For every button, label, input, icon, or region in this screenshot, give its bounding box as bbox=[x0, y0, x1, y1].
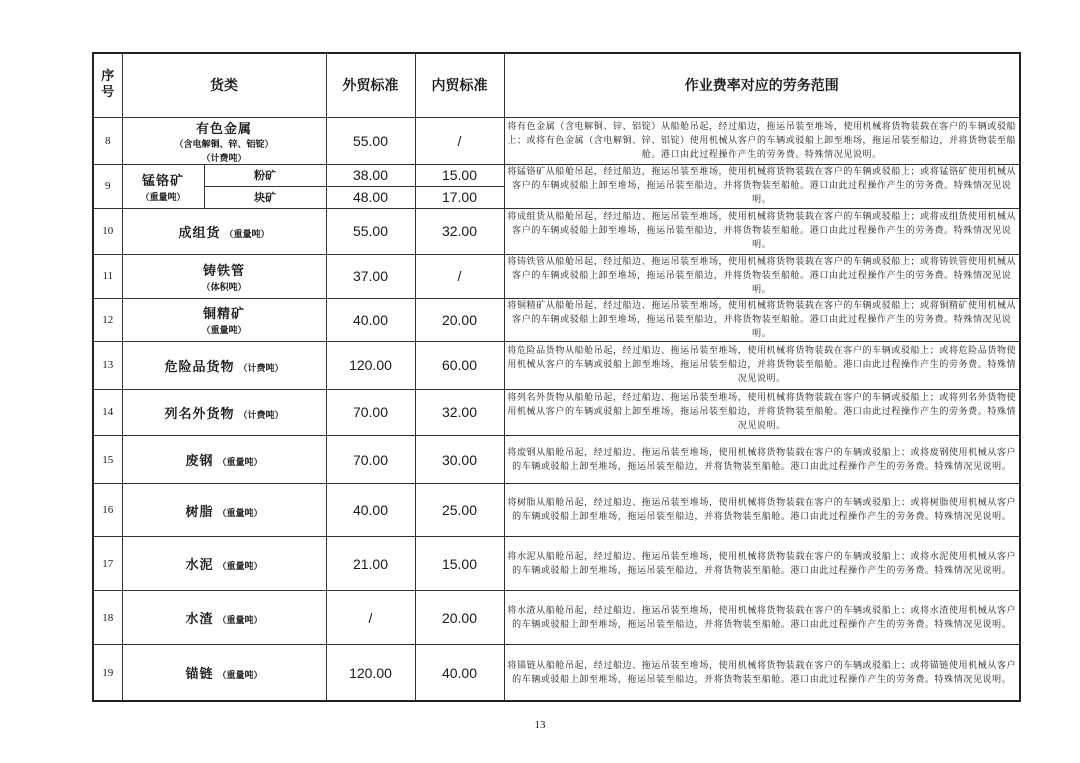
goods-cell bbox=[122, 164, 204, 208]
goods-name: 树脂 bbox=[185, 504, 214, 520]
goods-name: 废钢 bbox=[185, 454, 214, 470]
row-seq: 14 bbox=[93, 389, 122, 435]
goods-unit: （计费吨） bbox=[201, 153, 247, 164]
goods-name: 有色金属 bbox=[195, 121, 252, 137]
goods-unit: （重量吨） bbox=[140, 192, 186, 203]
row-seq: 18 bbox=[93, 591, 122, 645]
goods-cell bbox=[122, 591, 326, 645]
domestic-rate: 32.00 bbox=[415, 389, 504, 435]
table-row bbox=[93, 537, 1020, 591]
page-number: 13 bbox=[534, 719, 546, 731]
foreign-rate: 70.00 bbox=[326, 389, 415, 435]
goods-name: 成组货 bbox=[178, 225, 221, 241]
goods-unit: （重量吨） bbox=[217, 616, 263, 627]
header-seq bbox=[93, 53, 122, 117]
goods-unit: （体积吨） bbox=[201, 282, 247, 293]
row-seq: 11 bbox=[93, 254, 122, 298]
row-seq: 13 bbox=[93, 341, 122, 389]
row-seq: 8 bbox=[93, 117, 122, 164]
domestic-rate: / bbox=[415, 254, 504, 298]
goods-cell bbox=[122, 389, 326, 435]
goods-cell bbox=[122, 537, 326, 591]
header-domestic: 内贸标准 bbox=[415, 53, 504, 117]
service-scope: 将有色金属（含电解铜、锌、铝锭）从船舱吊起，经过船边，拖运吊装至堆场，使用机械将货物装载在客户的车辆或驳船上；或将有色金属（含电解铜、锌、铝锭）使用机械从客户的车辆或驳船上卸至堆场，拖运吊装至船边，并将货物装至船舱。港口由此过程操作产生的劳务费。特殊情况见说明。 bbox=[504, 117, 1020, 164]
goods-cell bbox=[122, 341, 326, 389]
goods-name: 铜精矿 bbox=[202, 307, 245, 323]
foreign-rate: 55.00 bbox=[326, 117, 415, 164]
table-row bbox=[93, 164, 1020, 186]
table-row bbox=[93, 436, 1020, 484]
table-row bbox=[93, 591, 1020, 645]
service-scope: 将铜精矿从船舱吊起，经过船边、拖运吊装至堆场，使用机械将货物装载在客户的车辆或驳船上；或将铜精矿使用机械从客户的车辆或驳船上卸至堆场，拖运吊装至船边，并将货物装至船舱。港口由此过程操作产生的劳务费。特殊情况见说明。 bbox=[504, 298, 1020, 341]
goods-cell bbox=[122, 436, 326, 484]
goods-unit: （重量吨） bbox=[217, 562, 263, 573]
table-row bbox=[93, 298, 1020, 341]
foreign-rate: 48.00 bbox=[326, 186, 415, 208]
header-scope: 作业费率对应的劳务范围 bbox=[504, 53, 1020, 117]
domestic-rate: 32.00 bbox=[415, 208, 504, 254]
goods-cell bbox=[122, 645, 326, 701]
domestic-rate: 25.00 bbox=[415, 484, 504, 537]
goods-unit: （计费吨） bbox=[238, 363, 284, 374]
goods-name: 锰铬矿 bbox=[141, 173, 184, 189]
row-seq: 15 bbox=[93, 436, 122, 484]
goods-cell bbox=[122, 208, 326, 254]
domestic-rate: / bbox=[415, 117, 504, 164]
domestic-rate: 40.00 bbox=[415, 645, 504, 701]
foreign-rate: 120.00 bbox=[326, 341, 415, 389]
service-scope: 将危险品货物从船舱吊起，经过船边、拖运吊装至堆场，使用机械将货物装载在客户的车辆或驳船上；或将危险品货物使用机械从客户的车辆或驳船上卸至堆场，拖运吊装至船边，并将货物装至船舱。港口由此过程操作产生的劳务费。特殊情况见说明。 bbox=[504, 341, 1020, 389]
goods-cell bbox=[122, 117, 326, 164]
table-row bbox=[93, 484, 1020, 537]
table-row bbox=[93, 254, 1020, 298]
goods-name: 水渣 bbox=[185, 612, 214, 628]
foreign-rate: 40.00 bbox=[326, 298, 415, 341]
goods-unit: （重量吨） bbox=[201, 326, 247, 337]
table-row bbox=[93, 208, 1020, 254]
foreign-rate: 38.00 bbox=[326, 164, 415, 186]
foreign-rate: 37.00 bbox=[326, 254, 415, 298]
domestic-rate: 17.00 bbox=[415, 186, 504, 208]
foreign-rate: 120.00 bbox=[326, 645, 415, 701]
table-header-row bbox=[93, 53, 1020, 117]
header-foreign: 外贸标准 bbox=[326, 53, 415, 117]
rate-table bbox=[92, 52, 1021, 702]
service-scope: 将列名外货物从船舱吊起，经过船边、拖运吊装至堆场，使用机械将货物装载在客户的车辆或驳船上；或将列名外货物使用机械从客户的车辆或驳船上卸至堆场，拖运吊装至船边，并将货物装至船舱。港口由此过程操作产生的劳务费。特殊情况见说明。 bbox=[504, 389, 1020, 435]
foreign-rate: 70.00 bbox=[326, 436, 415, 484]
goods-cell bbox=[122, 254, 326, 298]
service-scope: 将树脂从船舱吊起，经过船边、拖运吊装至堆场，使用机械将货物装载在客户的车辆或驳船上；或将树脂使用机械从客户的车辆或驳船上卸至堆场，拖运吊装至船边，并将货物装至船舱。港口由此过程操作产生的劳务费。特殊情况见说明。 bbox=[504, 484, 1020, 537]
service-scope: 将废钢从船舱吊起，经过船边、拖运吊装至堆场，使用机械将货物装载在客户的车辆或驳船上；或将废钢使用机械从客户的车辆或驳船上卸至堆场，拖运吊装至船边，并将货物装至船舱。港口由此过程操作产生的劳务费。特殊情况见说明。 bbox=[504, 436, 1020, 484]
service-scope: 将成组货从船舱吊起，经过船边、拖运吊装至堆场，使用机械将货物装载在客户的车辆或驳船上；或将成组货使用机械从客户的车辆或驳船上卸至堆场，拖运吊装至船边，并将货物装至船舱。港口由此过程操作产生的劳务费。特殊情况见说明。 bbox=[504, 208, 1020, 254]
domestic-rate: 20.00 bbox=[415, 591, 504, 645]
goods-unit: （重量吨） bbox=[217, 508, 263, 519]
row-seq: 17 bbox=[93, 537, 122, 591]
domestic-rate: 30.00 bbox=[415, 436, 504, 484]
domestic-rate: 15.00 bbox=[415, 164, 504, 186]
table-row bbox=[93, 389, 1020, 435]
service-scope: 将铸铁管从船舱吊起，经过船边、拖运吊装至堆场，使用机械将货物装载在客户的车辆或驳船上；或将铸铁管使用机械从客户的车辆或驳船上卸至堆场，拖运吊装至船边，并将货物装至船舱。港口由此过程操作产生的劳务费。特殊情况见说明。 bbox=[504, 254, 1020, 298]
domestic-rate: 20.00 bbox=[415, 298, 504, 341]
header-goods: 货类 bbox=[122, 53, 326, 117]
goods-name: 水泥 bbox=[185, 558, 214, 574]
header-seq-label: 序号 bbox=[101, 69, 115, 101]
row-seq: 16 bbox=[93, 484, 122, 537]
goods-name: 列名外货物 bbox=[164, 406, 235, 422]
goods-subtype: 粉矿 bbox=[204, 164, 326, 186]
goods-cell bbox=[122, 484, 326, 537]
row-seq: 10 bbox=[93, 208, 122, 254]
foreign-rate: 55.00 bbox=[326, 208, 415, 254]
goods-name: 危险品货物 bbox=[164, 359, 235, 375]
row-seq: 12 bbox=[93, 298, 122, 341]
service-scope: 将水泥从船舱吊起，经过船边、拖运吊装至堆场，使用机械将货物装载在客户的车辆或驳船上；或将水泥使用机械从客户的车辆或驳船上卸至堆场，拖运吊装至船边，并将货物装至船舱。港口由此过程操作产生的劳务费。特殊情况见说明。 bbox=[504, 537, 1020, 591]
row-seq: 9 bbox=[93, 164, 122, 208]
goods-unit: （计费吨） bbox=[238, 410, 284, 421]
domestic-rate: 60.00 bbox=[415, 341, 504, 389]
foreign-rate: / bbox=[326, 591, 415, 645]
domestic-rate: 15.00 bbox=[415, 537, 504, 591]
table-row bbox=[93, 117, 1020, 164]
table-row bbox=[93, 645, 1020, 701]
foreign-rate: 21.00 bbox=[326, 537, 415, 591]
goods-name: 铸铁管 bbox=[202, 263, 245, 279]
goods-cell bbox=[122, 298, 326, 341]
service-scope: 将水渣从船舱吊起，经过船边、拖运吊装至堆场，使用机械将货物装载在客户的车辆或驳船上；或将水渣使用机械从客户的车辆或驳船上卸至堆场，拖运吊装至船边，并将货物装至船舱。港口由此过程操作产生的劳务费。特殊情况见说明。 bbox=[504, 591, 1020, 645]
goods-sub: （含电解铜、锌、铝锭） bbox=[174, 139, 274, 150]
service-scope: 将锚链从船舱吊起，经过船边、拖运吊装至堆场，使用机械将货物装载在客户的车辆或驳船上；或将锚链使用机械从客户的车辆或驳船上卸至堆场，拖运吊装至船边，并将货物装至船舱。港口由此过程操作产生的劳务费。特殊情况见说明。 bbox=[504, 645, 1020, 701]
goods-name: 锚链 bbox=[185, 667, 214, 683]
service-scope: 将锰铬矿从船舱吊起，经过船边，拖运吊装至堆场，使用机械将货物装载在客户的车辆或驳船上；或将锰铬矿使用机械从客户的车辆或驳船上卸至堆场，拖运吊装至船边，并将货物装至船舱。港口由此过程操作产生的劳务费。特殊情况见说明。 bbox=[504, 164, 1020, 208]
goods-unit: （重量吨） bbox=[217, 458, 263, 469]
goods-unit: （重量吨） bbox=[217, 671, 263, 682]
foreign-rate: 40.00 bbox=[326, 484, 415, 537]
table-row bbox=[93, 341, 1020, 389]
goods-unit: （重量吨） bbox=[224, 229, 270, 240]
goods-subtype: 块矿 bbox=[204, 186, 326, 208]
row-seq: 19 bbox=[93, 645, 122, 701]
